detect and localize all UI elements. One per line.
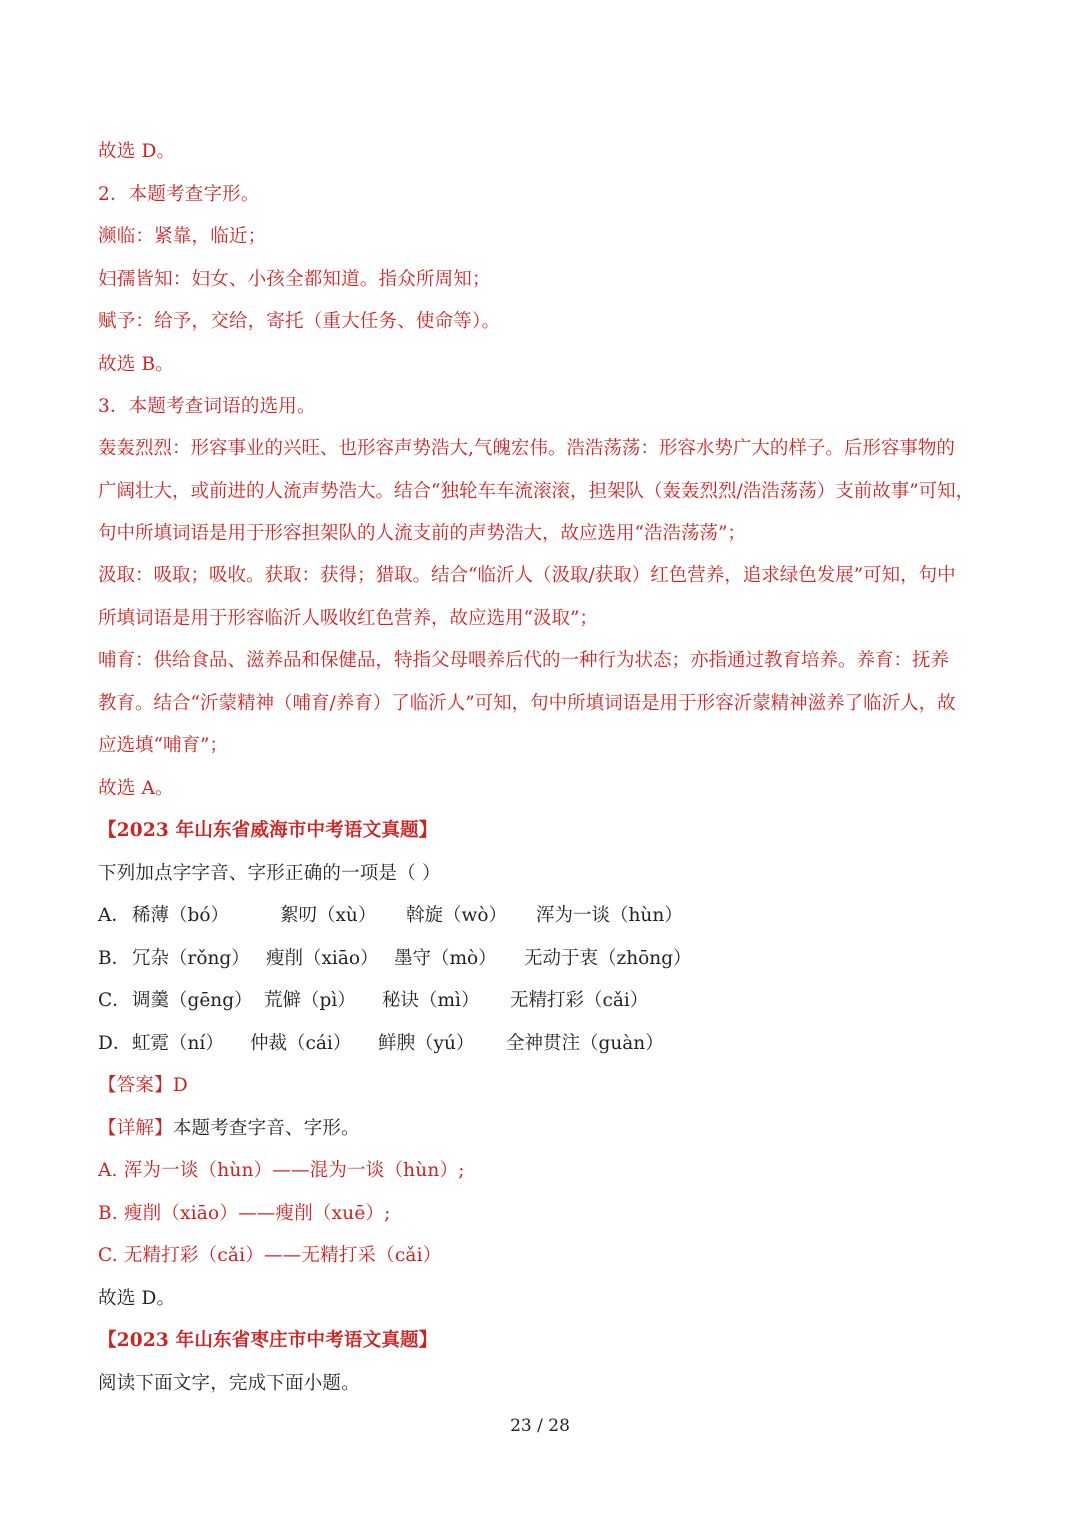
paragraph-line: 汲取：吸取；吸收。获取：获得；猎取。结合“临沂人（汲取/获取）红色营养，追求绿色发展”可知，句中 xyxy=(98,565,956,586)
page-number: 23 / 28 xyxy=(510,1416,570,1436)
answer-line xyxy=(98,1073,188,1099)
item2-def-1: 濒临：紧靠，临近； xyxy=(98,226,267,247)
paragraph-line: 应选填“哺育”； xyxy=(98,735,228,756)
conclusion-b: 故选 B。 xyxy=(98,354,174,375)
section-heading-weihai: 【2023 年山东省威海市中考语文真题】 xyxy=(98,820,438,841)
option-word: 墨守（mò） xyxy=(394,948,497,969)
option-word: 鲜腴（yú） xyxy=(378,1033,475,1054)
conclusion-d: 故选 D。 xyxy=(98,141,176,162)
option-word: 无动于衷（zhōng） xyxy=(524,948,692,969)
fix-c: C. 无精打彩（cǎi）——无精打采（cǎi） xyxy=(98,1245,442,1266)
option-word: 荒僻（pì） xyxy=(264,990,356,1011)
option-word: 全神贯注（guàn） xyxy=(506,1033,664,1054)
paragraph-line: 句中所填词语是用于形容担架队的人流支前的声势浩大，故应选用“浩浩荡荡”； xyxy=(98,523,746,544)
explanation-paragraph-3 xyxy=(98,640,988,768)
paragraph-line: 所填词语是用于形容临沂人吸收红色营养，故应选用“汲取”； xyxy=(98,607,598,629)
detail-line xyxy=(98,1116,360,1142)
item2-def-2: 妇孺皆知：妇女、小孩全都知道。指众所周知； xyxy=(98,269,491,290)
paragraph-line: 哺育：供给食品、滋养品和保健品，特指父母喂养后代的一种行为状态；亦指通过教育培养。养育：抚养 xyxy=(98,650,950,671)
option-label: D． xyxy=(98,1033,132,1054)
item2-def-3: 赋予：给予，交给，寄托（重大任务、使命等）。 xyxy=(98,311,501,332)
option-word: 冗杂（rǒng） xyxy=(132,948,250,969)
option-word: 调羹（gēng） xyxy=(132,990,253,1011)
paragraph-line: 轰轰烈烈：形容事业的兴旺、也形容声势浩大,气魄宏伟。浩浩荡荡：形容水势广大的样子。后形容事物的 xyxy=(98,438,955,459)
option-word: 虹霓（ní） xyxy=(132,1033,224,1054)
paragraph-line: 广阔壮大，或前进的人流声势浩大。结合“独轮车车流滚滚，担架队（轰轰烈烈/浩浩荡荡）支前故事”可知， xyxy=(98,480,975,502)
option-label: C． xyxy=(98,990,131,1011)
item3-title: 3．本题考查词语的选用。 xyxy=(98,396,316,417)
item2-title: 2．本题考查字形。 xyxy=(98,184,260,205)
option-label: B． xyxy=(98,948,131,969)
option-word: 絮叨（xù） xyxy=(280,905,377,926)
fix-a: A. 浑为一谈（hùn）——混为一谈（hùn）; xyxy=(98,1160,465,1181)
option-c xyxy=(98,988,648,1014)
option-word: 稀薄（bó） xyxy=(132,905,229,926)
section-heading-zaozhuang: 【2023 年山东省枣庄市中考语文真题】 xyxy=(98,1330,438,1351)
conclusion-a: 故选 A。 xyxy=(98,778,174,799)
option-a xyxy=(98,903,683,929)
explanation-paragraph-2 xyxy=(98,555,988,640)
conclusion-d-2: 故选 D。 xyxy=(98,1288,176,1309)
answer-tag: 【答案】 xyxy=(98,1075,173,1096)
detail-tag: 【详解】 xyxy=(98,1118,173,1139)
option-word: 瘦削（xiāo） xyxy=(266,948,379,969)
option-b xyxy=(98,946,692,972)
reading-prompt: 阅读下面文字，完成下面小题。 xyxy=(98,1373,360,1394)
paragraph-line: 教育。结合“沂蒙精神（哺育/养育）了临沂人”可知，句中所填词语是用于形容沂蒙精神滋养了临沂人，故 xyxy=(98,692,956,714)
option-label: A． xyxy=(98,905,130,926)
option-word: 斡旋（wò） xyxy=(406,905,507,926)
explanation-paragraph-1 xyxy=(98,428,988,556)
option-word: 浑为一谈（hùn） xyxy=(536,905,683,926)
detail-text: 本题考查字音、字形。 xyxy=(172,1118,360,1139)
answer-value: D xyxy=(172,1075,188,1096)
option-word: 仲裁（cái） xyxy=(250,1033,352,1054)
option-word: 秘诀（mì） xyxy=(382,990,480,1011)
fix-b: B. 瘦削（xiāo）——瘦削（xuē）; xyxy=(98,1203,391,1224)
option-word: 无精打彩（cǎi） xyxy=(510,990,649,1011)
question-prompt: 下列加点字字音、字形正确的一项是（ ） xyxy=(98,863,441,884)
option-d xyxy=(98,1031,664,1057)
